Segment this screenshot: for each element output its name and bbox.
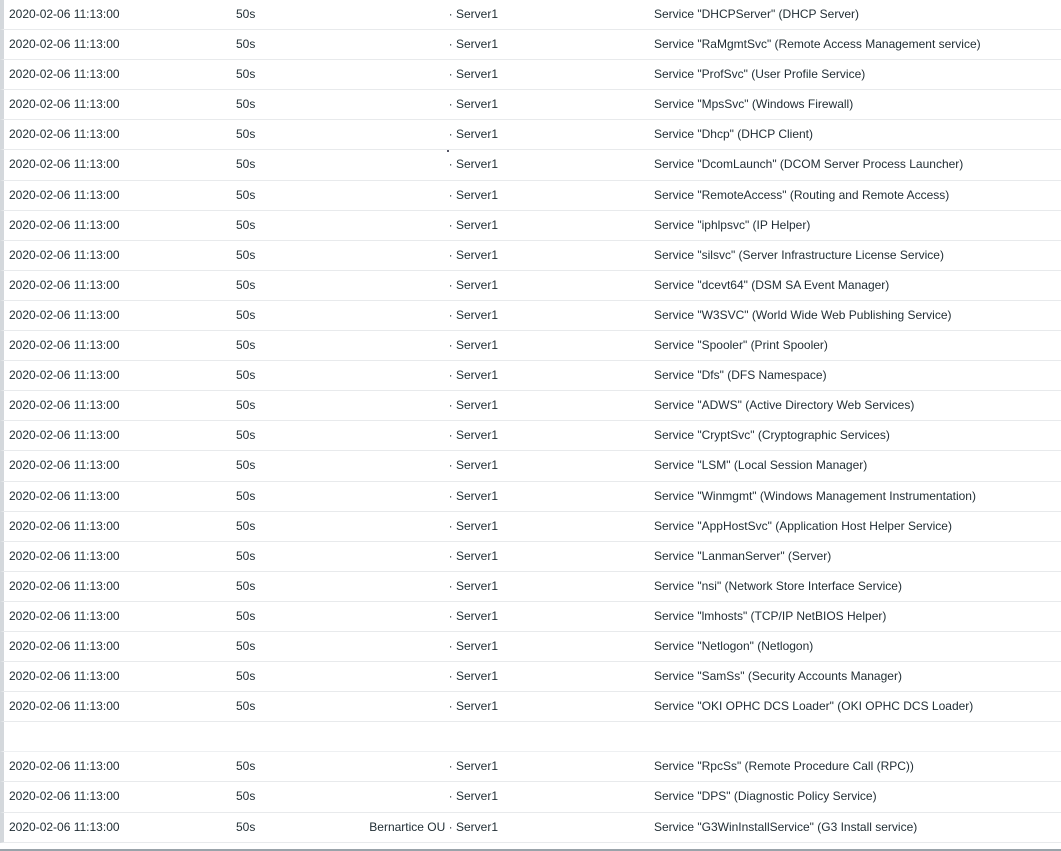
row-host: · Server1 (448, 338, 498, 353)
row-description: Service "RemoteAccess" (Routing and Remote Access) (654, 187, 950, 202)
row-time: 2020-02-06 11:13:00 (9, 247, 120, 262)
row-duration: 50s (236, 368, 256, 383)
table-row[interactable] (0, 150, 1061, 180)
table-row[interactable] (0, 211, 1061, 241)
table-row[interactable] (0, 271, 1061, 301)
row-duration: 50s (236, 578, 256, 593)
row-host: · Server1 (448, 368, 498, 383)
row-host: · Server1 (448, 428, 498, 443)
row-duration: 50s (236, 548, 256, 563)
row-host: · Server1 (448, 247, 498, 262)
row-duration: 50s (236, 187, 256, 202)
row-duration: 50s (236, 819, 256, 834)
row-host: · Server1 (448, 398, 498, 413)
row-host: · Server1 (448, 578, 498, 593)
row-description: Service "ProfSvc" (User Profile Service) (654, 67, 866, 82)
row-host: · Server1 (448, 458, 498, 473)
row-time: 2020-02-06 11:13:00 (9, 277, 120, 292)
row-description: Service "iphlpsvc" (IP Helper) (654, 217, 811, 232)
row-description: Service "MpsSvc" (Windows Firewall) (654, 97, 854, 112)
table-row[interactable] (0, 361, 1061, 391)
row-duration: 50s (236, 699, 256, 714)
row-time: 2020-02-06 11:13:00 (9, 548, 120, 563)
row-duration: 50s (236, 398, 256, 413)
row-description: Service "SamSs" (Security Accounts Manager) (654, 669, 902, 684)
row-description: Service "nsi" (Network Store Interface Service) (654, 578, 902, 593)
table-row[interactable] (0, 241, 1061, 271)
row-description: Service "AppHostSvc" (Application Host Helper Service) (654, 518, 952, 533)
row-time: 2020-02-06 11:13:00 (9, 97, 120, 112)
row-description: Service "OKI OPHC DCS Loader" (OKI OPHC DCS Loader) (654, 699, 974, 714)
row-host: · Server1 (448, 548, 498, 563)
row-time: 2020-02-06 11:13:00 (9, 789, 120, 804)
row-description: Service "DcomLaunch" (DCOM Server Process Launcher) (654, 157, 964, 172)
row-time: 2020-02-06 11:13:00 (9, 307, 120, 322)
table-row[interactable] (0, 512, 1061, 542)
row-time: 2020-02-06 11:13:00 (9, 398, 120, 413)
row-time: 2020-02-06 11:13:00 (9, 669, 120, 684)
row-host: · Server1 (448, 37, 498, 52)
row-description: Service "ADWS" (Active Directory Web Services) (654, 398, 915, 413)
row-description: Service "RpcSs" (Remote Procedure Call (RPC)) (654, 759, 914, 774)
row-time: 2020-02-06 11:13:00 (9, 488, 120, 503)
row-duration: 50s (236, 157, 256, 172)
row-host: · Server1 (448, 307, 498, 322)
row-duration: 50s (236, 669, 256, 684)
row-duration: 50s (236, 458, 256, 473)
row-duration: 50s (236, 217, 256, 232)
row-time: 2020-02-06 11:13:00 (9, 428, 120, 443)
row-time: 2020-02-06 11:13:00 (9, 127, 120, 142)
row-host: · Server1 (448, 187, 498, 202)
row-host: · Server1 (448, 67, 498, 82)
row-duration: 50s (236, 97, 256, 112)
row-description: Service "Netlogon" (Netlogon) (654, 638, 814, 653)
table-row[interactable] (0, 120, 1061, 150)
row-duration: 50s (236, 608, 256, 623)
row-time: 2020-02-06 11:13:00 (9, 67, 120, 82)
row-description: Service "lmhosts" (TCP/IP NetBIOS Helper) (654, 608, 887, 623)
row-description: Service "dcevt64" (DSM SA Event Manager) (654, 277, 890, 292)
row-description: Service "CryptSvc" (Cryptographic Services) (654, 428, 890, 443)
row-time: 2020-02-06 11:13:00 (9, 518, 120, 533)
table-row[interactable] (0, 692, 1061, 722)
row-duration: 50s (236, 789, 256, 804)
row-description: Service "RaMgmtSvc" (Remote Access Management service) (654, 37, 981, 52)
row-duration: 50s (236, 518, 256, 533)
row-time: 2020-02-06 11:13:00 (9, 157, 120, 172)
row-host: · Server1 (448, 518, 498, 533)
row-time: 2020-02-06 11:13:00 (9, 759, 120, 774)
row-host: · Server1 (448, 608, 498, 623)
row-time: 2020-02-06 11:13:00 (9, 368, 120, 383)
table-row[interactable] (0, 301, 1061, 331)
row-host: · Server1 (448, 97, 498, 112)
row-duration: 50s (236, 247, 256, 262)
row-time: 2020-02-06 11:13:00 (9, 217, 120, 232)
row-time: 2020-02-06 11:13:00 (9, 187, 120, 202)
table-row[interactable] (0, 181, 1061, 211)
stray-dot (447, 150, 449, 152)
row-time: 2020-02-06 11:13:00 (9, 578, 120, 593)
row-host: · Server1 (448, 759, 498, 774)
row-host: · Server1 (448, 127, 498, 142)
row-host: · Server1 (448, 669, 498, 684)
row-duration: 50s (236, 759, 256, 774)
row-duration: 50s (236, 428, 256, 443)
row-time: 2020-02-06 11:13:00 (9, 37, 120, 52)
row-time: 2020-02-06 11:13:00 (9, 458, 120, 473)
row-description: Service "LanmanServer" (Server) (654, 548, 832, 563)
table-row[interactable] (0, 632, 1061, 662)
row-description: Service "DHCPServer" (DHCP Server) (654, 7, 860, 21)
row-host: · Server1 (448, 789, 498, 804)
row-host: · Server1 (448, 157, 498, 172)
table-row[interactable] (0, 752, 1061, 782)
table-row[interactable] (0, 482, 1061, 512)
table-row[interactable] (0, 30, 1061, 60)
table-row[interactable] (0, 572, 1061, 602)
table-row[interactable] (0, 391, 1061, 421)
row-host: · Server1 (448, 217, 498, 232)
row-description: Service "LSM" (Local Session Manager) (654, 458, 868, 473)
row-duration: 50s (236, 67, 256, 82)
row-host: · Server1 (448, 638, 498, 653)
row-time: 2020-02-06 11:13:00 (9, 608, 120, 623)
row-time: 2020-02-06 11:13:00 (9, 699, 120, 714)
table-row[interactable] (0, 421, 1061, 451)
table-row[interactable] (0, 0, 1061, 30)
row-duration: 50s (236, 307, 256, 322)
row-duration: 50s (236, 277, 256, 292)
row-host: · Server1 (448, 7, 498, 21)
table-row[interactable] (0, 722, 1061, 752)
table-row[interactable] (0, 542, 1061, 572)
row-description: Service "W3SVC" (World Wide Web Publishing Service) (654, 307, 952, 322)
table-row[interactable] (0, 90, 1061, 120)
row-time: 2020-02-06 11:13:00 (9, 638, 120, 653)
row-duration: 50s (236, 127, 256, 142)
table-row[interactable] (0, 662, 1061, 692)
row-host: · Server1 (448, 277, 498, 292)
row-duration: 50s (236, 37, 256, 52)
table-row[interactable] (0, 813, 1061, 843)
table-row[interactable] (0, 602, 1061, 632)
table-row[interactable] (0, 451, 1061, 481)
row-duration: 50s (236, 7, 256, 21)
row-description: Service "G3WinInstallService" (G3 Install service) (654, 819, 918, 834)
row-description: Service "Dfs" (DFS Namespace) (654, 368, 827, 383)
row-host: · Server1 (448, 699, 498, 714)
table-row[interactable] (0, 782, 1061, 812)
row-time: 2020-02-06 11:13:00 (9, 7, 120, 21)
table-row[interactable] (0, 331, 1061, 361)
row-time: 2020-02-06 11:13:00 (9, 338, 120, 353)
row-duration: 50s (236, 338, 256, 353)
row-duration: 50s (236, 638, 256, 653)
row-host: · Server1 (448, 488, 498, 503)
row-duration: 50s (236, 488, 256, 503)
table-row[interactable] (0, 60, 1061, 90)
row-description: Service "DPS" (Diagnostic Policy Service) (654, 789, 877, 804)
row-description: Service "Spooler" (Print Spooler) (654, 338, 828, 353)
row-time: 2020-02-06 11:13:00 (9, 819, 120, 834)
row-host: Bernartice OU · Server1 (369, 819, 498, 834)
row-description: Service "silsvc" (Server Infrastructure License Service) (654, 247, 944, 262)
row-description: Service "Dhcp" (DHCP Client) (654, 127, 814, 142)
row-description: Service "Winmgmt" (Windows Management Instrumentation) (654, 488, 976, 503)
